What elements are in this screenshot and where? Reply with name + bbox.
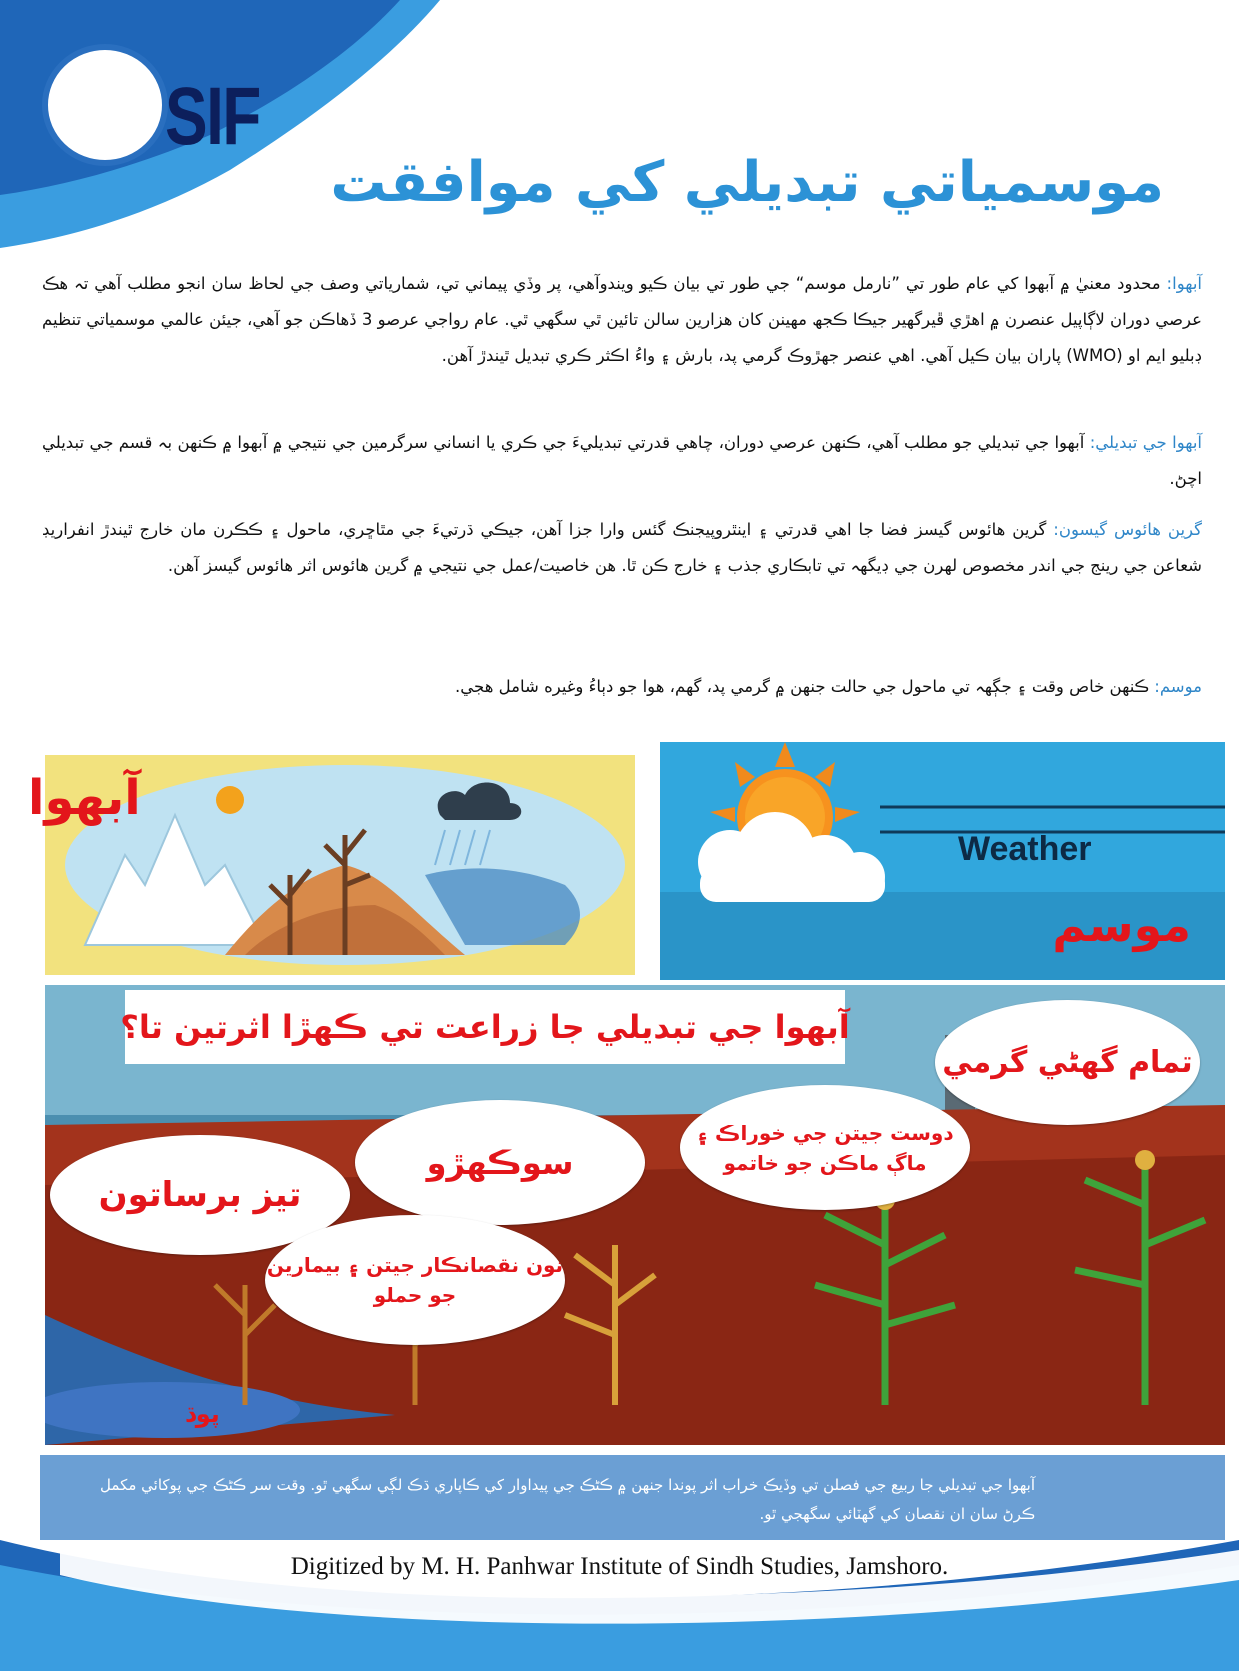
bubble-pests-diseases: نون نقصانڪار جيتن ۽ بيمارين جو حملو [265, 1215, 565, 1345]
climate-label: آبهوا [28, 770, 141, 826]
paragraph-weather [42, 669, 1202, 705]
definition-greenhouse-gases: گرين هائوس گيسز فضا جا اهي قدرتي ۽ اينٿروپيجنڪ گئس وارا جزا آهن، جيڪي ڌرتيءَ جي مٿاڇري، ماحول ۽ ڪڪرن مان خارج ٿيندڙ انفراريڊ شعاعن جي رينج جي اندر مخصوص لهرن جي ڊيگهہ تي تابڪاري جذب ۽ خارج ڪن ٿا. هن خاصيت/عمل جي نتيجي ۾ گرين هائوس اثر هائوس گيسز آهن. [42, 520, 1202, 575]
bubble-beneficial-insects-loss: دوست جيتن جي خوراڪ ۽ ماڳ ماڪن جو خاتمو [680, 1085, 970, 1210]
term-climate-change: آبهوا جي تبديلي: [1089, 433, 1203, 452]
question-box [120, 990, 850, 1064]
paragraph-climate [42, 266, 1202, 374]
bubble-heavy-rain: تيز برساتون [50, 1135, 350, 1255]
plants-label: پوڌ [185, 1400, 220, 1428]
bubble-extreme-heat: تمام گهڻي گرمي [935, 1000, 1200, 1125]
definition-climate: محدود معنيٰ ۾ آبهوا کي عام طور تي ”نارمل موسم“ جي طور تي بيان ڪيو ويندوآهي، پر وڏي پيماني تي، شمارياتي وصف جي لحاظ سان انجو مطلب آهي تہ هڪ عرصي دوران لاڳاپيل عنصرن ۾ اهڙي ڦيرگهير جيڪا ڪجھ مهينن کان هزارين سالن تائين ٿي سگهي ٿي. عام رواجي عرصو 3 ڏهاڪن جو آهي، جيئن عالمي موسمياتي تنظيم ڊبليو ايم او (WMO) پاران بيان ڪيل آهي. اهي عنصر جهڙوڪ گرمي پد، بارش ۽ واءُ اڪثر ڪري تبديل ٿيندڙ آهن. [42, 274, 1202, 365]
paragraph-greenhouse-gases [42, 512, 1202, 584]
weather-word: Weather [958, 830, 1092, 868]
definition-climate-change: آبهوا جي تبديلي جو مطلب آهي، ڪنهن عرصي دوران، چاهي قدرتي تبديليءَ جي ڪري يا انساني سرگرمين جي نتيجي ۾ آبهوا ۾ ڪنهن بہ قسم جي تبديلي اچڻ. [42, 433, 1202, 488]
definition-weather: ڪنهن خاص وقت ۽ جڳهہ تي ماحول جي حالت جنهن ۾ گرمي پد، گهم، هوا جو دٻاءُ وغيره شامل هجي. [455, 677, 1155, 696]
term-climate: آبهوا: [1166, 274, 1202, 293]
bubble-drought: سوڪهڙو [355, 1100, 645, 1225]
term-greenhouse-gases: گرين هائوس گيسون: [1053, 520, 1202, 539]
weather-label: موسم [1052, 898, 1191, 952]
logo: SIF [165, 71, 260, 162]
paragraph-climate-change [42, 425, 1202, 497]
question-text: آبهوا جي تبديلي جا زراعت تي ڪهڙا اثرتين تا؟ [120, 1008, 850, 1046]
bottom-note-text: آبهوا جي تبديلي جا ربيع جي فصلن تي وڏيڪ خراب اثر پوندا جنهن ۾ ڪڻڪ جي پيداوار کي ڪاپاري ڌڪ لڳي سگهي ٿو. وقت سر ڪڻڪ جي پوکائي مکمل ڪرڻ سان ان نقصان کي گهٽائي سگهجي ٿو. [100, 1476, 1035, 1523]
digitization-credit: Digitized by M. H. Panhwar Institute of Sindh Studies, Jamshoro. [290, 1553, 949, 1580]
page-title: موسمياتي تبديلي کي موافقت [330, 150, 1164, 215]
term-weather: موسم: [1154, 677, 1202, 696]
footer-swoosh [0, 1520, 1239, 1671]
